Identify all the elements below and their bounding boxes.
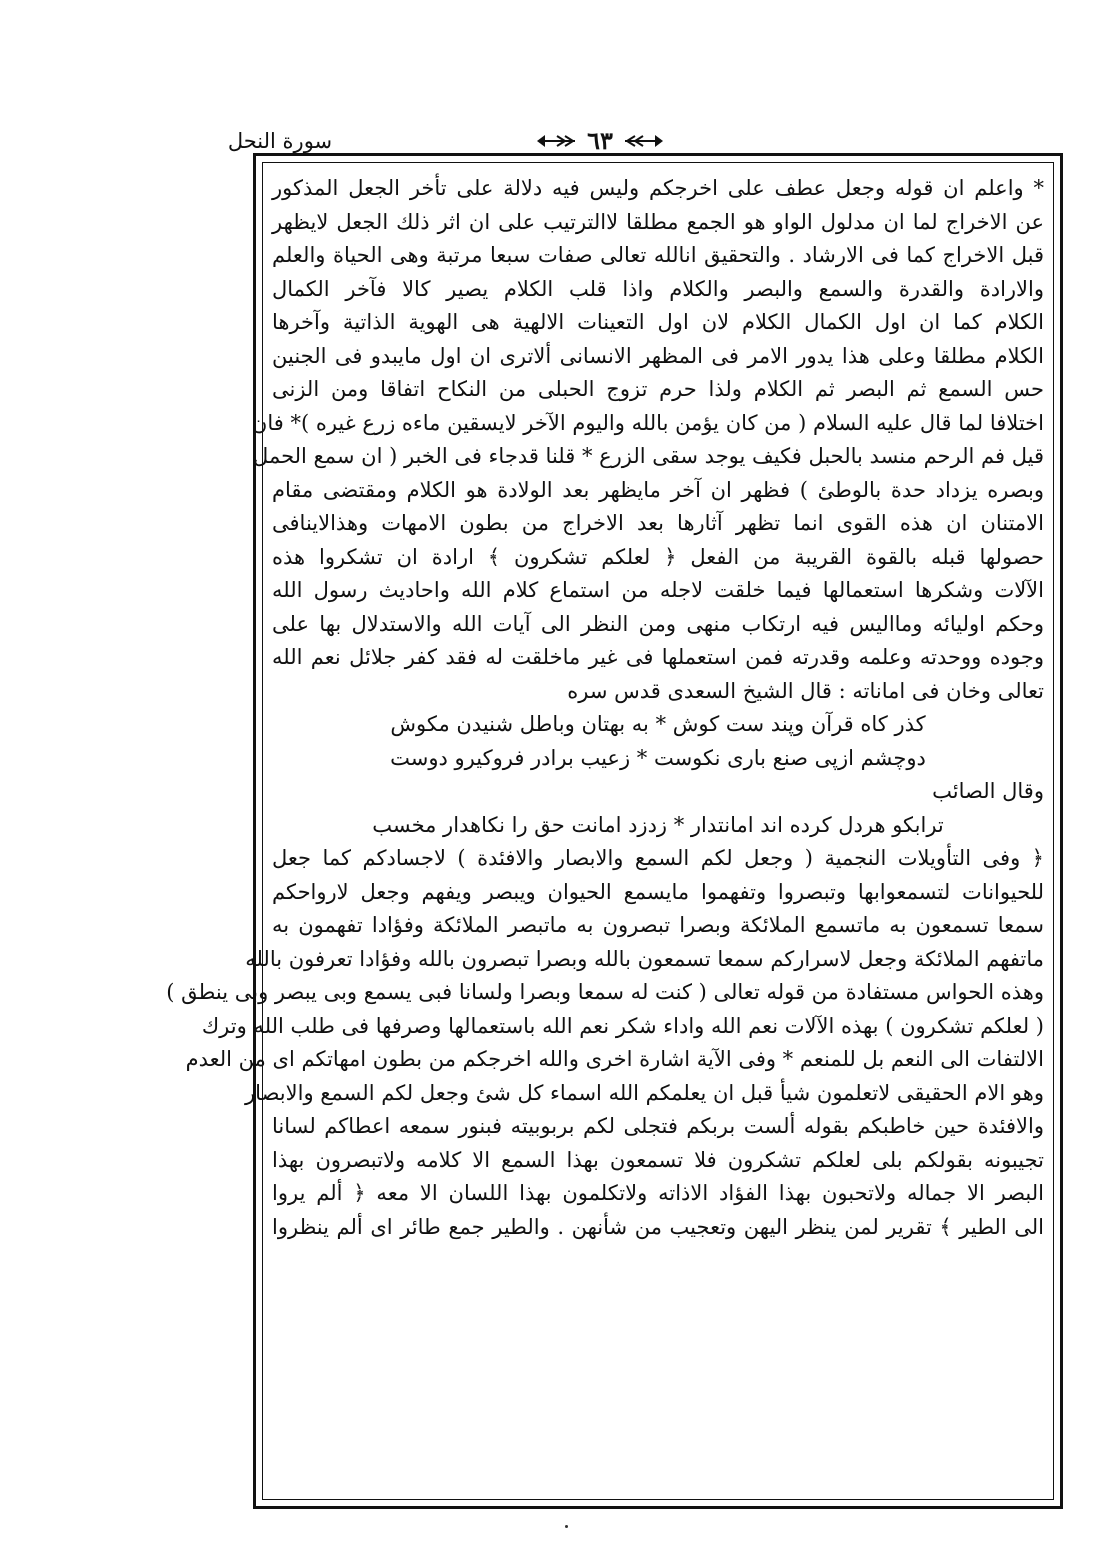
text-line: ﴿ وفى التأويلات النجمية ( وجعل لكم السمع والابصار والافئدة ) لاجسادكم كما جعل bbox=[272, 846, 1044, 870]
text-line: حس السمع ثم البصر ثم الكلام ولذا حرم تزوج الحبلى من النكاح اتفاقا ومن الزنى bbox=[272, 377, 1044, 401]
text-line: اختلافا لما قال عليه السلام ( من كان يؤمن بالله واليوم الآخر لايسقين ماءه زرع غيره )* فان bbox=[251, 410, 1044, 435]
surah-title: سورة النحل bbox=[227, 129, 333, 153]
text-line: عن الاخراج لما ان مدلول الواو هو الجمع مطلقا لاالترتيب على ان اثر ذلك الجعل لايظهر bbox=[272, 209, 1044, 234]
text-line: ( لعلكم تشكرون ) بهذه الآلات نعم الله واداء شكر نعم الله باستعمالها وصرفها فى طلب الله وترك bbox=[201, 1013, 1044, 1038]
text-line: وهو الام الحقيقى لاتعلمون شيأ قبل ان يعلمكم الله اسماء كل شئ وجعل لكم السمع والابصار bbox=[245, 1080, 1044, 1105]
text-line: الكلام كما ان اول الكمال الكلام لان اول التعينات الالهية هى الهوية الذاتية وآخرها bbox=[272, 310, 1044, 334]
text-line: وهذه الحواس مستفادة من قوله تعالى ( كنت له سمعا وبصرا ولسانا فبى يسمع وبى يبصر وبى ينطق ) bbox=[166, 980, 1044, 1004]
text-line: الى الطير ﴾ تقرير لمن ينظر اليهن وتعجيب من شأنهن . والطير جمع طائر اى ألم ينظروا bbox=[272, 1214, 1044, 1239]
text-line: الكلام مطلقا وعلى هذا يدور الامر فى المظهر الانسانى ألاترى ان اول مايبدو فى الجنين bbox=[272, 343, 1044, 368]
text-line: وبصره يزداد حدة بالوطئ ) فظهر ان آخر مايظهر بعد الولادة هو الكلام ومقتضى مقام bbox=[272, 477, 1044, 502]
right-ornament-icon bbox=[621, 132, 665, 150]
left-ornament-icon bbox=[535, 132, 579, 150]
text-line: وجوده ووحدته وعلمه وقدرته فمن استعملها فى غير ماخلقت له فقد كفر جلائل نعم الله bbox=[272, 645, 1044, 669]
text-line: البصر الا جماله ولاتحبون بهذا الفؤاد الاذاته ولاتكلمون بهذا اللسان الا معه ﴿ ألم يروا bbox=[272, 1181, 1044, 1205]
text-line: قبل الاخراج كما فى الارشاد . والتحقيق انالله تعالى صفات سبعا مرتبة وهى الحياة والعلم bbox=[272, 243, 1044, 267]
poem-verse: ترابكو هردل كرده اند امانتدار * زدزد امانت حق را نكاهدار مخسب bbox=[372, 812, 944, 837]
text-line: وقال الصائب bbox=[932, 779, 1044, 803]
text-line: الامتنان ان هذه القوى انما تظهر آثارها بعد الاخراج من بطون الامهات وهذالاينافى bbox=[272, 511, 1044, 535]
text-line: حصولها قبله بالقوة القريبة من الفعل ﴿ لعلكم تشكرون ﴾ ارادة ان تشكروا هذه bbox=[272, 544, 1044, 569]
text-line: الالتفات الى النعم بل للمنعم * وفى الآية اشارة اخرى والله اخرجكم من بطون امهاتكم اى من العدم bbox=[185, 1047, 1044, 1071]
text-line: الآلات وشكرها استعمالها فيما خلقت لاجله من استماع كلام الله واحاديث رسول الله bbox=[272, 578, 1044, 602]
text-body bbox=[166, 172, 1044, 1494]
poem-verse: دوچشم ازپى صنع بارى نكوست * زعيب برادر فروكيرو دوست bbox=[390, 745, 926, 770]
scan-speck bbox=[565, 1525, 568, 1528]
text-line: والارادة والقدرة والسمع والبصر والكلام واذا قلب الكلام يصير كالا فآخر الكمال bbox=[272, 276, 1044, 301]
page-number: ٦٣ bbox=[587, 126, 613, 155]
text-line: * واعلم ان قوله وجعل عطف على اخرجكم وليس فيه دلالة على تأخر الجعل المذكور bbox=[272, 176, 1044, 200]
poem-verse: كذر كاه قرآن وپند ست كوش * به بهتان وباطل شنيدن مكوش bbox=[390, 712, 926, 736]
text-line: ماتفهم الملائكة وجعل لاسراركم سمعا تسمعون بالله وبصرا تبصرون بالله وفؤادا تعرفون بالله bbox=[245, 946, 1044, 971]
text-line: وحكم اوليائه ومااليس فيه ارتكاب منهى ومن النظر الى آيات الله والاستدلال بها على bbox=[272, 611, 1044, 636]
text-line: تجيبونه بقولكم بلى لعلكم تشكرون فلا تسمعون بهذا السمع الا كلامه ولاتبصرون بهذا bbox=[272, 1147, 1044, 1172]
text-line: تعالى وخان فى اماناته : قال الشيخ السعدى قدس سره bbox=[567, 678, 1044, 703]
text-line: سمعا تسمعون به ماتسمع الملائكة وبصرا تبصرون به ماتبصر الملائكة وفؤادا تفهمون به bbox=[272, 913, 1044, 937]
text-line: للحيوانات لتسمعوابها وتبصروا وتفهموا مايسمع الحيوان ويبصر ويفهم وجعل لارواحكم bbox=[272, 879, 1044, 904]
text-line: قيل فم الرحم منسد بالحبل فكيف يوجد سقى الزرع * قلنا قدجاء فى الخبر ( ان سمع الحمل bbox=[253, 444, 1044, 468]
text-line: والافئدة حين خاطبكم بقوله ألست بربكم فتجلى لكم بربوبيته فبنور سمعه اعطاكم لسانا bbox=[272, 1114, 1044, 1138]
